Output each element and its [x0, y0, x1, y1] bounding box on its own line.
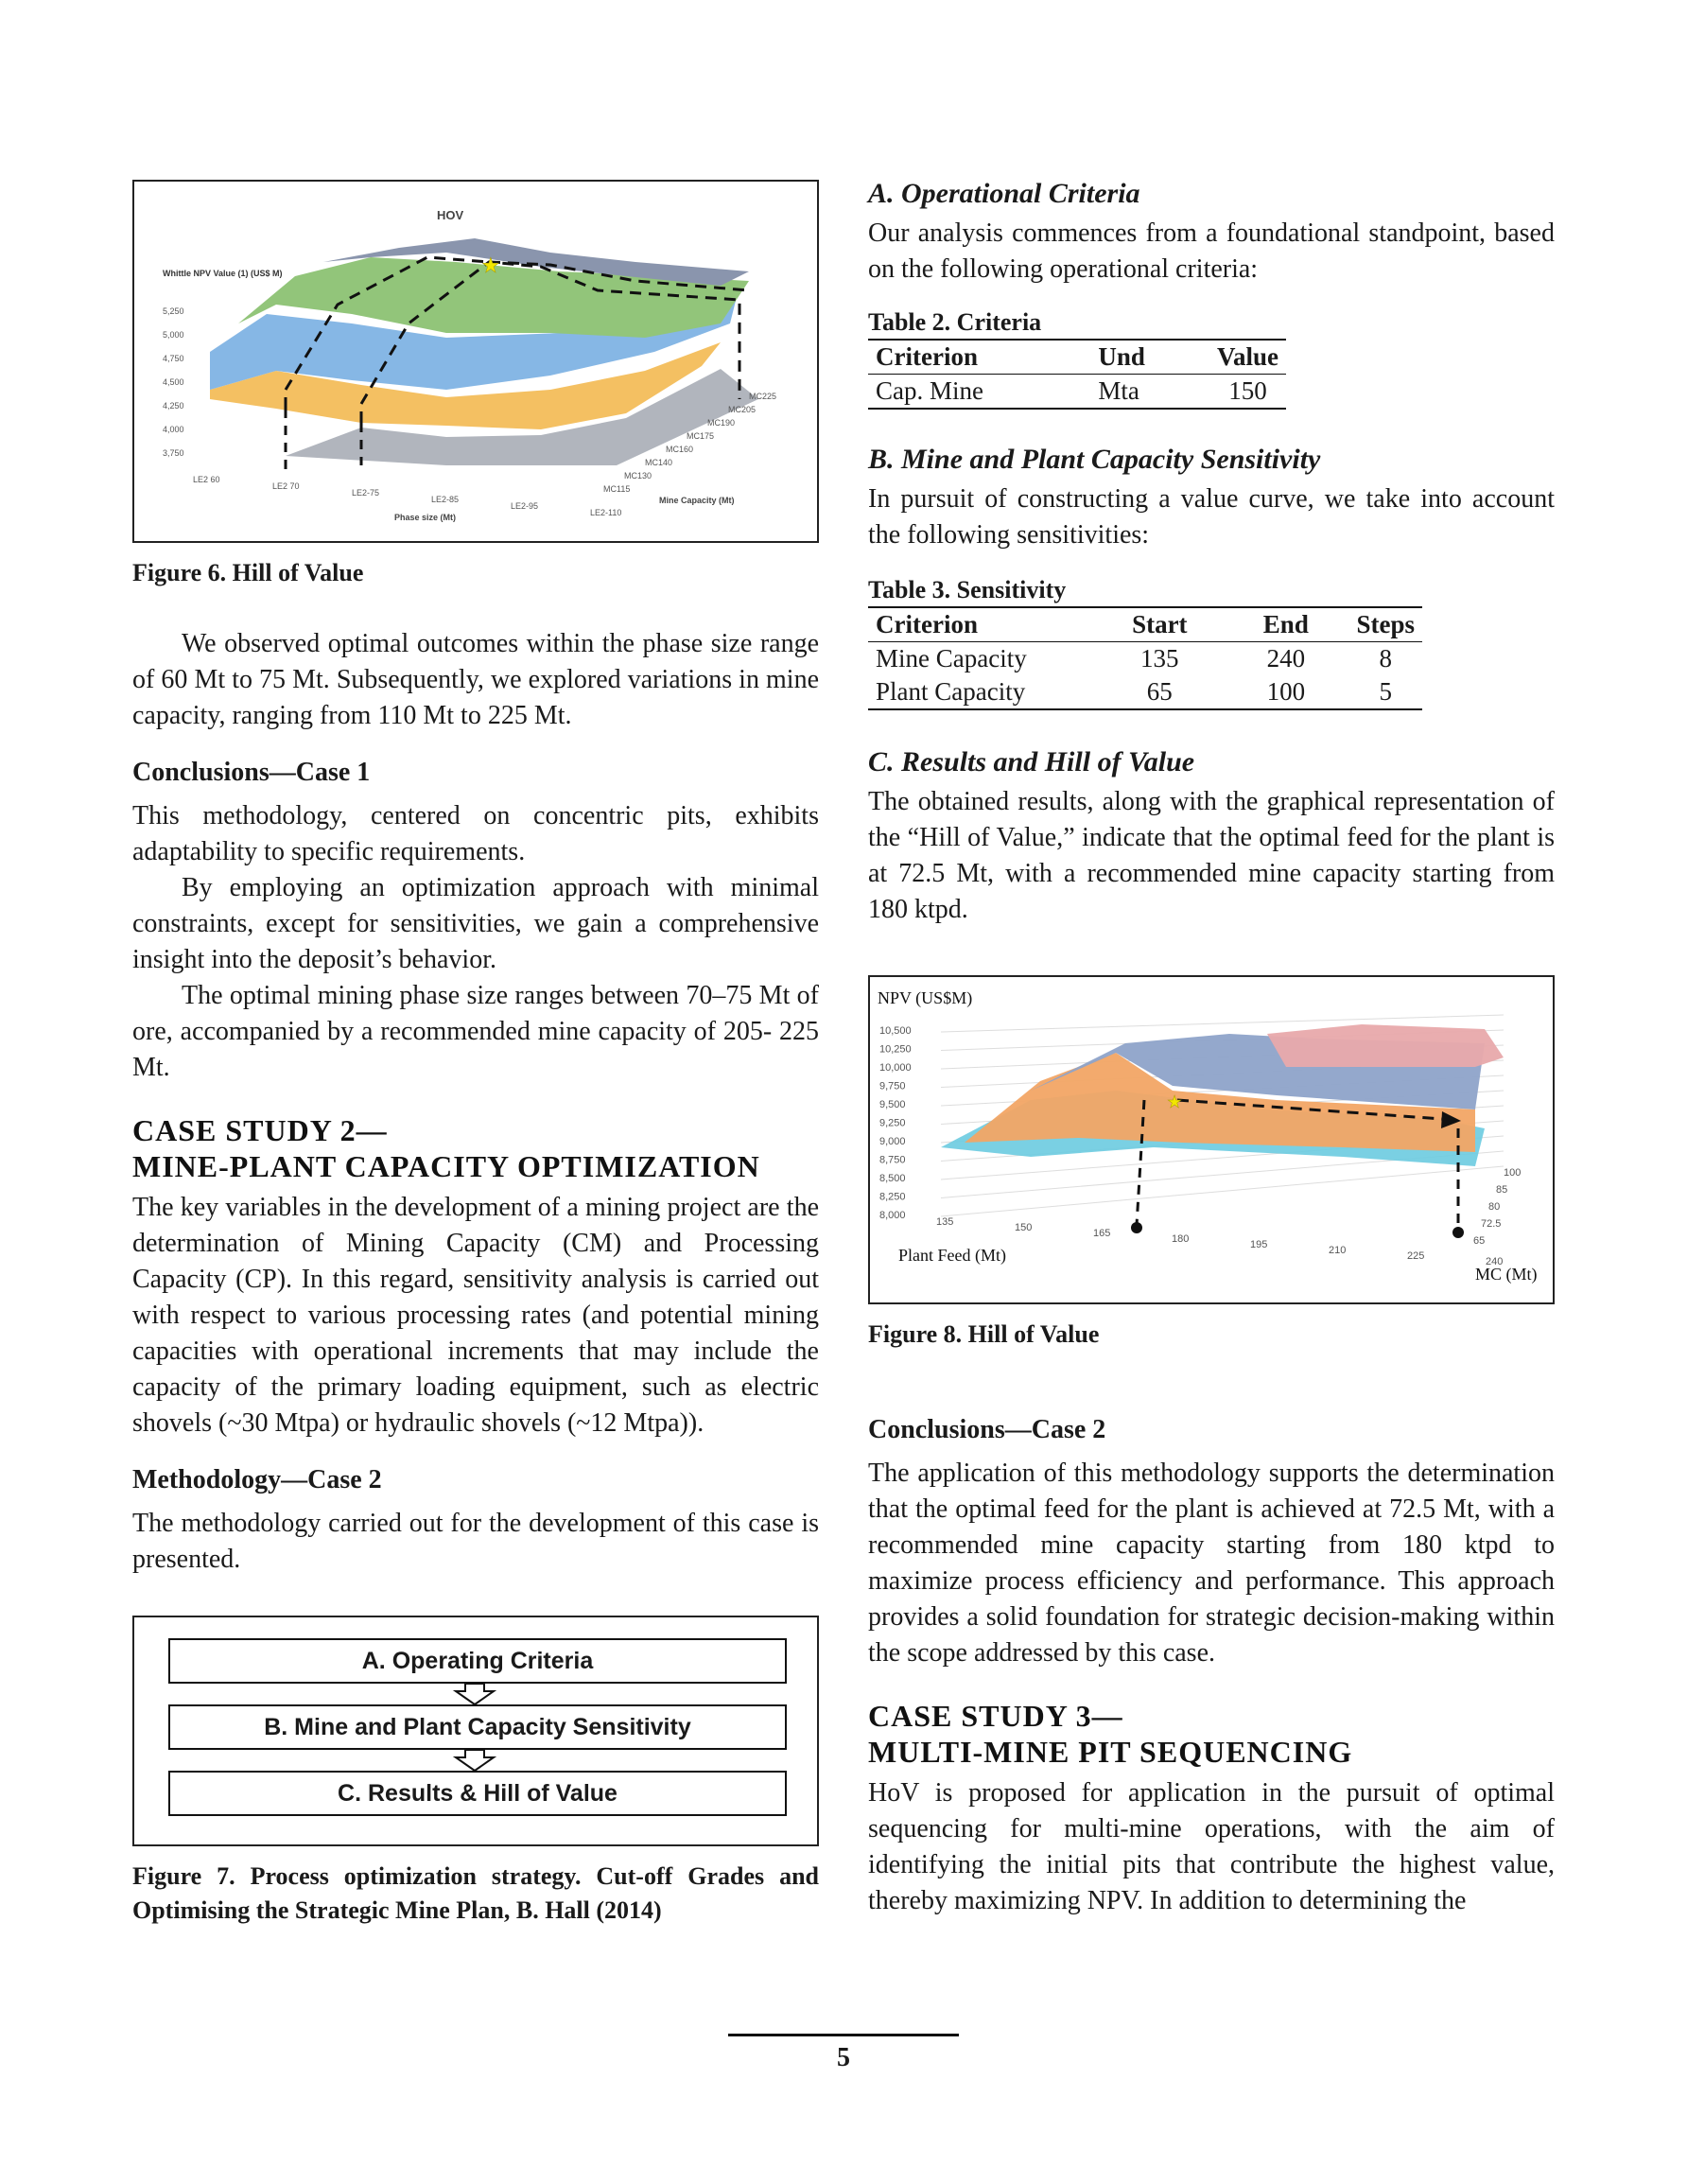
case-study-2-heading-line1: CASE STUDY 2—: [132, 1113, 388, 1147]
hov-z-tick: MC130: [624, 471, 652, 480]
table-3-cell: 8: [1379, 644, 1392, 673]
table-3-cell: 65: [1146, 677, 1173, 706]
fig8-y-tick: 10,250: [879, 1043, 912, 1056]
fig8-z-ticks: [1473, 1167, 1521, 1247]
table-3-row: [868, 675, 1422, 709]
flow-box-operating-criteria: A. Operating Criteria: [168, 1638, 787, 1684]
fig8-y-tick: 8,500: [879, 1173, 906, 1184]
hov-chart-title: HOV: [437, 208, 464, 222]
conclusions-case1-heading: Conclusions—Case 1: [132, 758, 371, 787]
table-3-cell: Mine Capacity: [876, 644, 1027, 673]
hov-y-tick: 4,250: [163, 401, 184, 411]
table-3-cell: 135: [1140, 644, 1179, 673]
figure-8: [868, 975, 1555, 1304]
table-3-cell: 240: [1266, 644, 1306, 673]
table-3-caption: Table 3. Sensitivity: [868, 576, 1067, 603]
section-a-heading: A. Operational Criteria: [868, 178, 1140, 209]
conclusions-case2-paragraph: The application of this methodology supports the determination that the optimal feed for the plant is achieved at 72.5 Mt, with a recommended mine capacity starting from 180 ktpd to maximize process efficiency and performance. This approach provides a solid foundation for strategic decision-making within the scope addressed by this case.: [868, 1459, 1555, 1668]
footer-rule: [728, 2034, 959, 2036]
hov-x-tick: LE2-95: [511, 501, 539, 511]
table-3-header-row: [868, 607, 1422, 642]
fig8-y-tick: 8,250: [879, 1191, 906, 1203]
figure-6-chart: [134, 182, 817, 541]
section-c-paragraph: The obtained results, along with the graphical representation of the “Hill of Value,” indicate that the optimal feed for the plant is at 72.5 Mt, with a recommended mine capacity starting from 180 ktpd.: [868, 787, 1555, 924]
table-2-caption: Table 2. Criteria: [868, 308, 1042, 336]
table-2-grid: [868, 339, 1286, 410]
hov-z-axis-label: Mine Capacity (Mt): [659, 496, 735, 505]
fig8-y-tick: 10,000: [879, 1062, 912, 1074]
hov-y-ticks: [163, 306, 184, 458]
figure-7: [132, 1616, 819, 1846]
fig8-z-tick: 80: [1488, 1201, 1501, 1213]
hov-optimum-star: ★: [481, 253, 500, 277]
conclusions-case1-p1: This methodology, centered on concentric pits, exhibits adaptability to specific requirements.: [132, 801, 819, 866]
page-number: 5: [837, 2043, 850, 2072]
flow-box-results-hov: C. Results & Hill of Value: [168, 1771, 787, 1816]
fig8-x-tick: 240: [1486, 1256, 1504, 1267]
hov-y-tick: 5,000: [163, 330, 184, 340]
flow-arrow-down-2: [456, 1750, 494, 1771]
fig8-y-tick: 9,000: [879, 1136, 906, 1147]
table-2-cell: Cap. Mine: [876, 376, 983, 405]
fig8-x-tick: 225: [1407, 1250, 1425, 1262]
hov-x-tick: LE2-110: [590, 508, 622, 517]
fig8-marker-240: [1452, 1227, 1464, 1238]
hov-y-tick: 4,750: [163, 354, 184, 363]
fig8-x-tick: 165: [1093, 1228, 1111, 1239]
table-2-header-row: [868, 340, 1286, 375]
section-c-heading: C. Results and Hill of Value: [868, 746, 1195, 778]
conclusions-case1-p3: The optimal mining phase size ranges between 70–75 Mt of ore, accompanied by a recommended mine capacity of 205- 225 Mt.: [132, 981, 819, 1082]
hov-z-tick: MC190: [707, 418, 736, 428]
case-study-3-heading-line2: MULTI-MINE PIT SEQUENCING: [868, 1735, 1353, 1769]
left-column: [132, 180, 819, 1928]
hov-x-tick: LE2-75: [352, 488, 380, 498]
fig8-x-ticks: [936, 1216, 1503, 1267]
case-study-3-heading-line1: CASE STUDY 3—: [868, 1699, 1123, 1733]
case-study-3-paragraph: HoV is proposed for application in the pursuit of optimal sequencing for multi-mine operations, with the aim of identifying the initial pits that contribute the highest value, thereby maximizing NPV. In addition to determining the: [868, 1778, 1555, 1915]
table-2-header: Value: [1216, 342, 1278, 371]
fig8-plant-feed-label: Plant Feed (Mt): [898, 1246, 1006, 1265]
fig8-x-tick: 150: [1015, 1222, 1033, 1233]
fig8-x-tick: 195: [1250, 1239, 1268, 1250]
table-3-cell: 5: [1379, 677, 1392, 706]
table-3-header: Criterion: [876, 610, 978, 638]
table-3-grid: [868, 606, 1422, 710]
section-b-heading: B. Mine and Plant Capacity Sensitivity: [868, 444, 1321, 475]
fig8-z-tick: 72.5: [1481, 1218, 1502, 1230]
table-2-row: [868, 375, 1286, 410]
table-2-header: Und: [1098, 342, 1145, 371]
hov-x-tick: LE2-85: [431, 495, 460, 504]
hov-x-tick: LE2 60: [193, 475, 220, 484]
hov-y-tick: 5,250: [163, 306, 184, 316]
table-3: [868, 574, 1555, 710]
fig8-y-tick: 10,500: [879, 1025, 912, 1037]
hov-y-tick: 4,000: [163, 425, 184, 434]
fig8-x-tick: 135: [936, 1216, 954, 1228]
fig8-y-tick: 8,750: [879, 1154, 906, 1166]
table-3-header: Steps: [1356, 610, 1415, 638]
fig8-y-axis-label: NPV (US$M): [878, 988, 973, 1007]
fig8-y-tick: 9,250: [879, 1117, 906, 1129]
hov-y-tick: 4,500: [163, 377, 184, 387]
fig8-marker-180: [1131, 1222, 1142, 1233]
section-b-paragraph: In pursuit of constructing a value curve, we take into account the following sensitivities:: [868, 484, 1555, 550]
hov-x-axis-label: Phase size (Mt): [394, 513, 457, 522]
fig8-mc-label: MC (Mt): [1475, 1265, 1538, 1284]
figure-8-caption: Figure 8. Hill of Value: [868, 1320, 1100, 1348]
paragraph-observed: We observed optimal outcomes within the phase size range of 60 Mt to 75 Mt. Subsequently, we explored variations in mine capacity, ranging from 110 Mt to 225 Mt.: [132, 629, 819, 730]
hov-z-tick: MC175: [687, 431, 715, 441]
hov-y-tick: 3,750: [163, 448, 184, 458]
table-2: [868, 306, 1555, 410]
figure-7-caption: Figure 7. Process optimization strategy. Cut-off Grades and Optimising the Strategic Mine Plan, B. Hall (2014): [132, 1862, 819, 1924]
fig8-surface-pink: [1267, 1024, 1504, 1067]
hov-z-tick: MC225: [749, 392, 777, 401]
conclusions-case2-heading: Conclusions—Case 2: [868, 1415, 1106, 1444]
hov-y-axis-label: Whittle NPV Value (1) (US$ M): [163, 269, 283, 278]
fig8-y-ticks: [879, 1025, 912, 1221]
table-2-cell: Mta: [1098, 376, 1139, 405]
methodology-case2-heading: Methodology—Case 2: [132, 1465, 382, 1494]
hov-z-tick: MC205: [728, 405, 757, 414]
fig8-y-tick: 9,500: [879, 1099, 906, 1110]
hov-z-tick: MC160: [666, 445, 694, 454]
fig8-y-tick: 8,000: [879, 1210, 906, 1221]
table-3-cell: Plant Capacity: [876, 677, 1026, 706]
table-2-header: Criterion: [876, 342, 978, 371]
hov-x-tick: LE2 70: [272, 481, 300, 491]
right-column: [868, 180, 1555, 1919]
fig8-z-tick: 85: [1496, 1184, 1508, 1196]
figure-6-caption: Figure 6. Hill of Value: [132, 559, 364, 586]
table-3-header: Start: [1132, 610, 1188, 638]
conclusions-case1-p2: By employing an optimization approach with minimal constraints, except for sensitivities, we gain a comprehensive insight into the deposit’s behavior.: [132, 873, 819, 974]
fig8-x-tick: 210: [1329, 1245, 1347, 1256]
table-3-header: End: [1262, 610, 1309, 638]
hov-x-ticks: [193, 475, 621, 517]
section-a-paragraph: Our analysis commences from a foundational standpoint, based on the following operational criteria:: [868, 218, 1555, 284]
case-study-2-paragraph: The key variables in the development of a mining project are the determination of Mining Capacity (CM) and Processing Capacity (CP). In this regard, sensitivity analysis is carried out with respect to various processing rates (and potential mining capacities with operational increments that may include the capacity of the primary loading equipment, such as electric shovels (~30 Mtpa) or hydraulic shovels (~12 Mtpa)).: [132, 1193, 819, 1438]
flow-box-capacity-sensitivity: B. Mine and Plant Capacity Sensitivity: [168, 1704, 787, 1750]
case-study-2-heading-line2: MINE-PLANT CAPACITY OPTIMIZATION: [132, 1149, 760, 1183]
fig8-optimum-star: ★: [1167, 1092, 1183, 1111]
table-3-cell: 100: [1266, 677, 1306, 706]
fig8-z-tick: 100: [1504, 1167, 1522, 1179]
table-2-cell: 150: [1228, 376, 1267, 405]
figure-6: [132, 180, 819, 543]
methodology-case2-paragraph: The methodology carried out for the development of this case is presented.: [132, 1509, 819, 1574]
hov-z-tick: MC140: [645, 458, 673, 467]
hov-z-tick: MC115: [603, 484, 631, 494]
fig8-x-tick: 180: [1172, 1233, 1190, 1245]
table-3-row: [868, 642, 1422, 676]
flow-arrow-down-1: [456, 1684, 494, 1704]
fig8-z-tick: 65: [1473, 1235, 1486, 1247]
fig8-y-tick: 9,750: [879, 1080, 906, 1092]
flow-arrows: [134, 1617, 817, 1844]
figure-8-chart: [870, 977, 1553, 1302]
